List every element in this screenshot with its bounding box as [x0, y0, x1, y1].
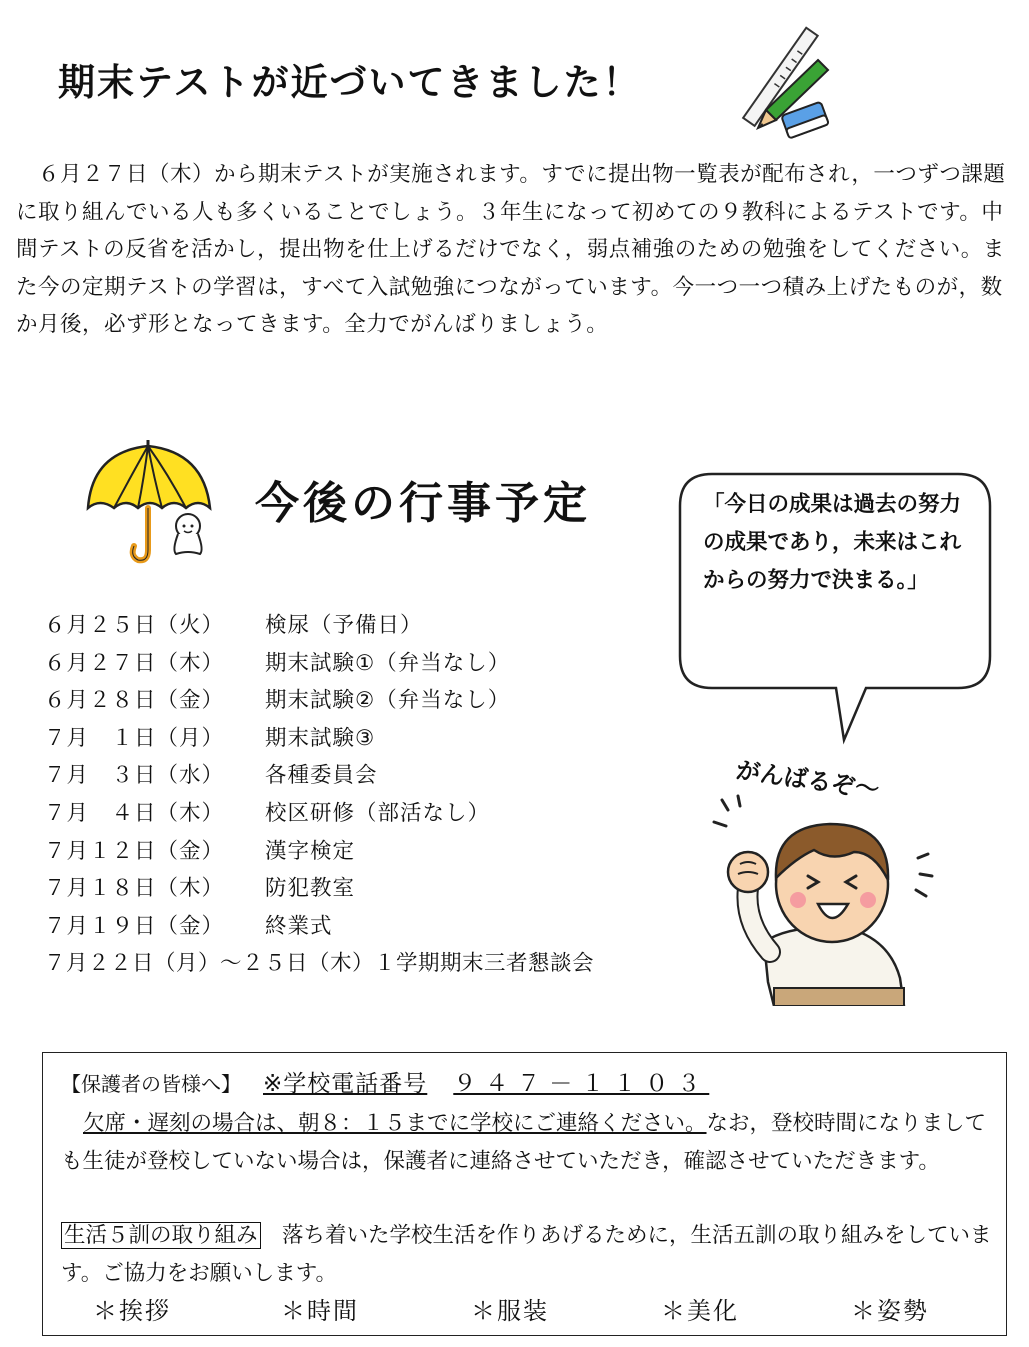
rule-item: ＊美化 [661, 1297, 739, 1325]
rule-item: ＊服装 [471, 1297, 549, 1325]
rules-notice [61, 1217, 996, 1292]
schedule-event: 終業式 [265, 913, 333, 939]
schedule-row [44, 682, 684, 720]
schedule-row [44, 795, 684, 833]
schedule-date: ７月 ３日（水） [44, 763, 225, 789]
cheering-boy-icon [714, 796, 932, 1006]
schedule-event: 漢字検定 [265, 838, 356, 864]
schedule-list [44, 607, 684, 983]
schedule-date: ７月 １日（月） [44, 725, 225, 751]
schedule-row [44, 757, 684, 795]
stationery-illustration [736, 26, 832, 150]
schedule-row [44, 833, 684, 871]
schedule-event: 各種委員会 [265, 763, 378, 789]
phone-number: ９４７－１１０３ [453, 1071, 710, 1097]
boy-shout-text: がんばるぞ～ [734, 756, 881, 804]
umbrella-illustration [82, 438, 222, 566]
rule-item: ＊時間 [281, 1297, 359, 1325]
schedule-event: 期末試験②（弁当なし） [265, 688, 511, 714]
absence-notice-rest: なお，登校時間になりましても生徒が登校していない場合は，保護者に連絡させていただき，確認させていただきます。 [61, 1111, 987, 1174]
rule-item: ＊挨拶 [93, 1297, 171, 1325]
schedule-date: ７月１９日（金） [44, 913, 225, 939]
absence-notice [61, 1105, 996, 1180]
notice-header [61, 1065, 709, 1098]
parent-notice-box [42, 1052, 1007, 1336]
schedule-date: ７月１２日（金） [44, 838, 225, 864]
schedule-event: 期末試験③ [265, 725, 376, 751]
schedule-event: 期末試験①（弁当なし） [265, 650, 511, 676]
schedule-date: ６月２７日（木） [44, 650, 225, 676]
phone-label: ※学校電話番号 [263, 1071, 428, 1097]
schedule-date: ７月１８日（木） [44, 876, 225, 902]
quote-text: 「今日の成果は過去の努力の成果であり，未来はこれからの努力で決まる。」 [703, 492, 962, 593]
rule-item: ＊姿勢 [851, 1297, 929, 1325]
schedule-date: ６月２８日（金） [44, 688, 225, 714]
notice-label: 【保護者の皆様へ】 [61, 1072, 241, 1096]
schedule-row [44, 945, 684, 983]
intro-text: ６月２７日（木）から期末テストが実施されます。すでに提出物一覧表が配布され，一つずつ課題に取り組んでいる人も多くいることでしょう。３年生になって初めての９教科によるテストです。中間テストの反省を活かし，提出物を仕上げるだけでなく，弱点補強のための勉強をしてください。また今の定期テストの学習は，すべて入試勉強につながっています。今一つ一つ積み上げたものが，数か月後，必ず形となってきます。全力でがんばりましょう。 [16, 162, 1006, 338]
schedule-row [44, 720, 684, 758]
schedule-row [44, 870, 684, 908]
schedule-date: ７月 ４日（木） [44, 800, 225, 826]
schedule-row [44, 908, 684, 946]
schedule-row [44, 607, 684, 645]
schedule-event: 防犯教室 [265, 876, 356, 902]
schedule-title: 今後の行事予定 [255, 478, 591, 529]
rules-text: 落ち着いた学校生活を作りあげるために，生活五訓の取り組みをしています。ご協力をお願いします。 [61, 1223, 992, 1286]
boy-illustration [704, 792, 948, 1006]
schedule-date: ６月２５日（火） [44, 613, 225, 638]
schedule-row [44, 645, 684, 683]
schedule-event: 検尿（予備日） [265, 613, 423, 638]
phone-info [263, 1071, 709, 1097]
absence-notice-underlined: 欠席・遅刻の場合は、朝８：１５までに学校にご連絡ください。 [83, 1111, 707, 1136]
intro-paragraph [16, 156, 1006, 344]
schedule-event: 校区研修（部活なし） [265, 800, 491, 826]
teru-teru-bozu-icon [174, 514, 201, 554]
rules-label: 生活５訓の取り組み [61, 1222, 261, 1249]
page-title: 期末テストが近づいてきました！ [58, 61, 642, 104]
schedule-date-event: ７月２２日（月）～２５日（木）１学期期末三者懇談会 [44, 951, 595, 977]
